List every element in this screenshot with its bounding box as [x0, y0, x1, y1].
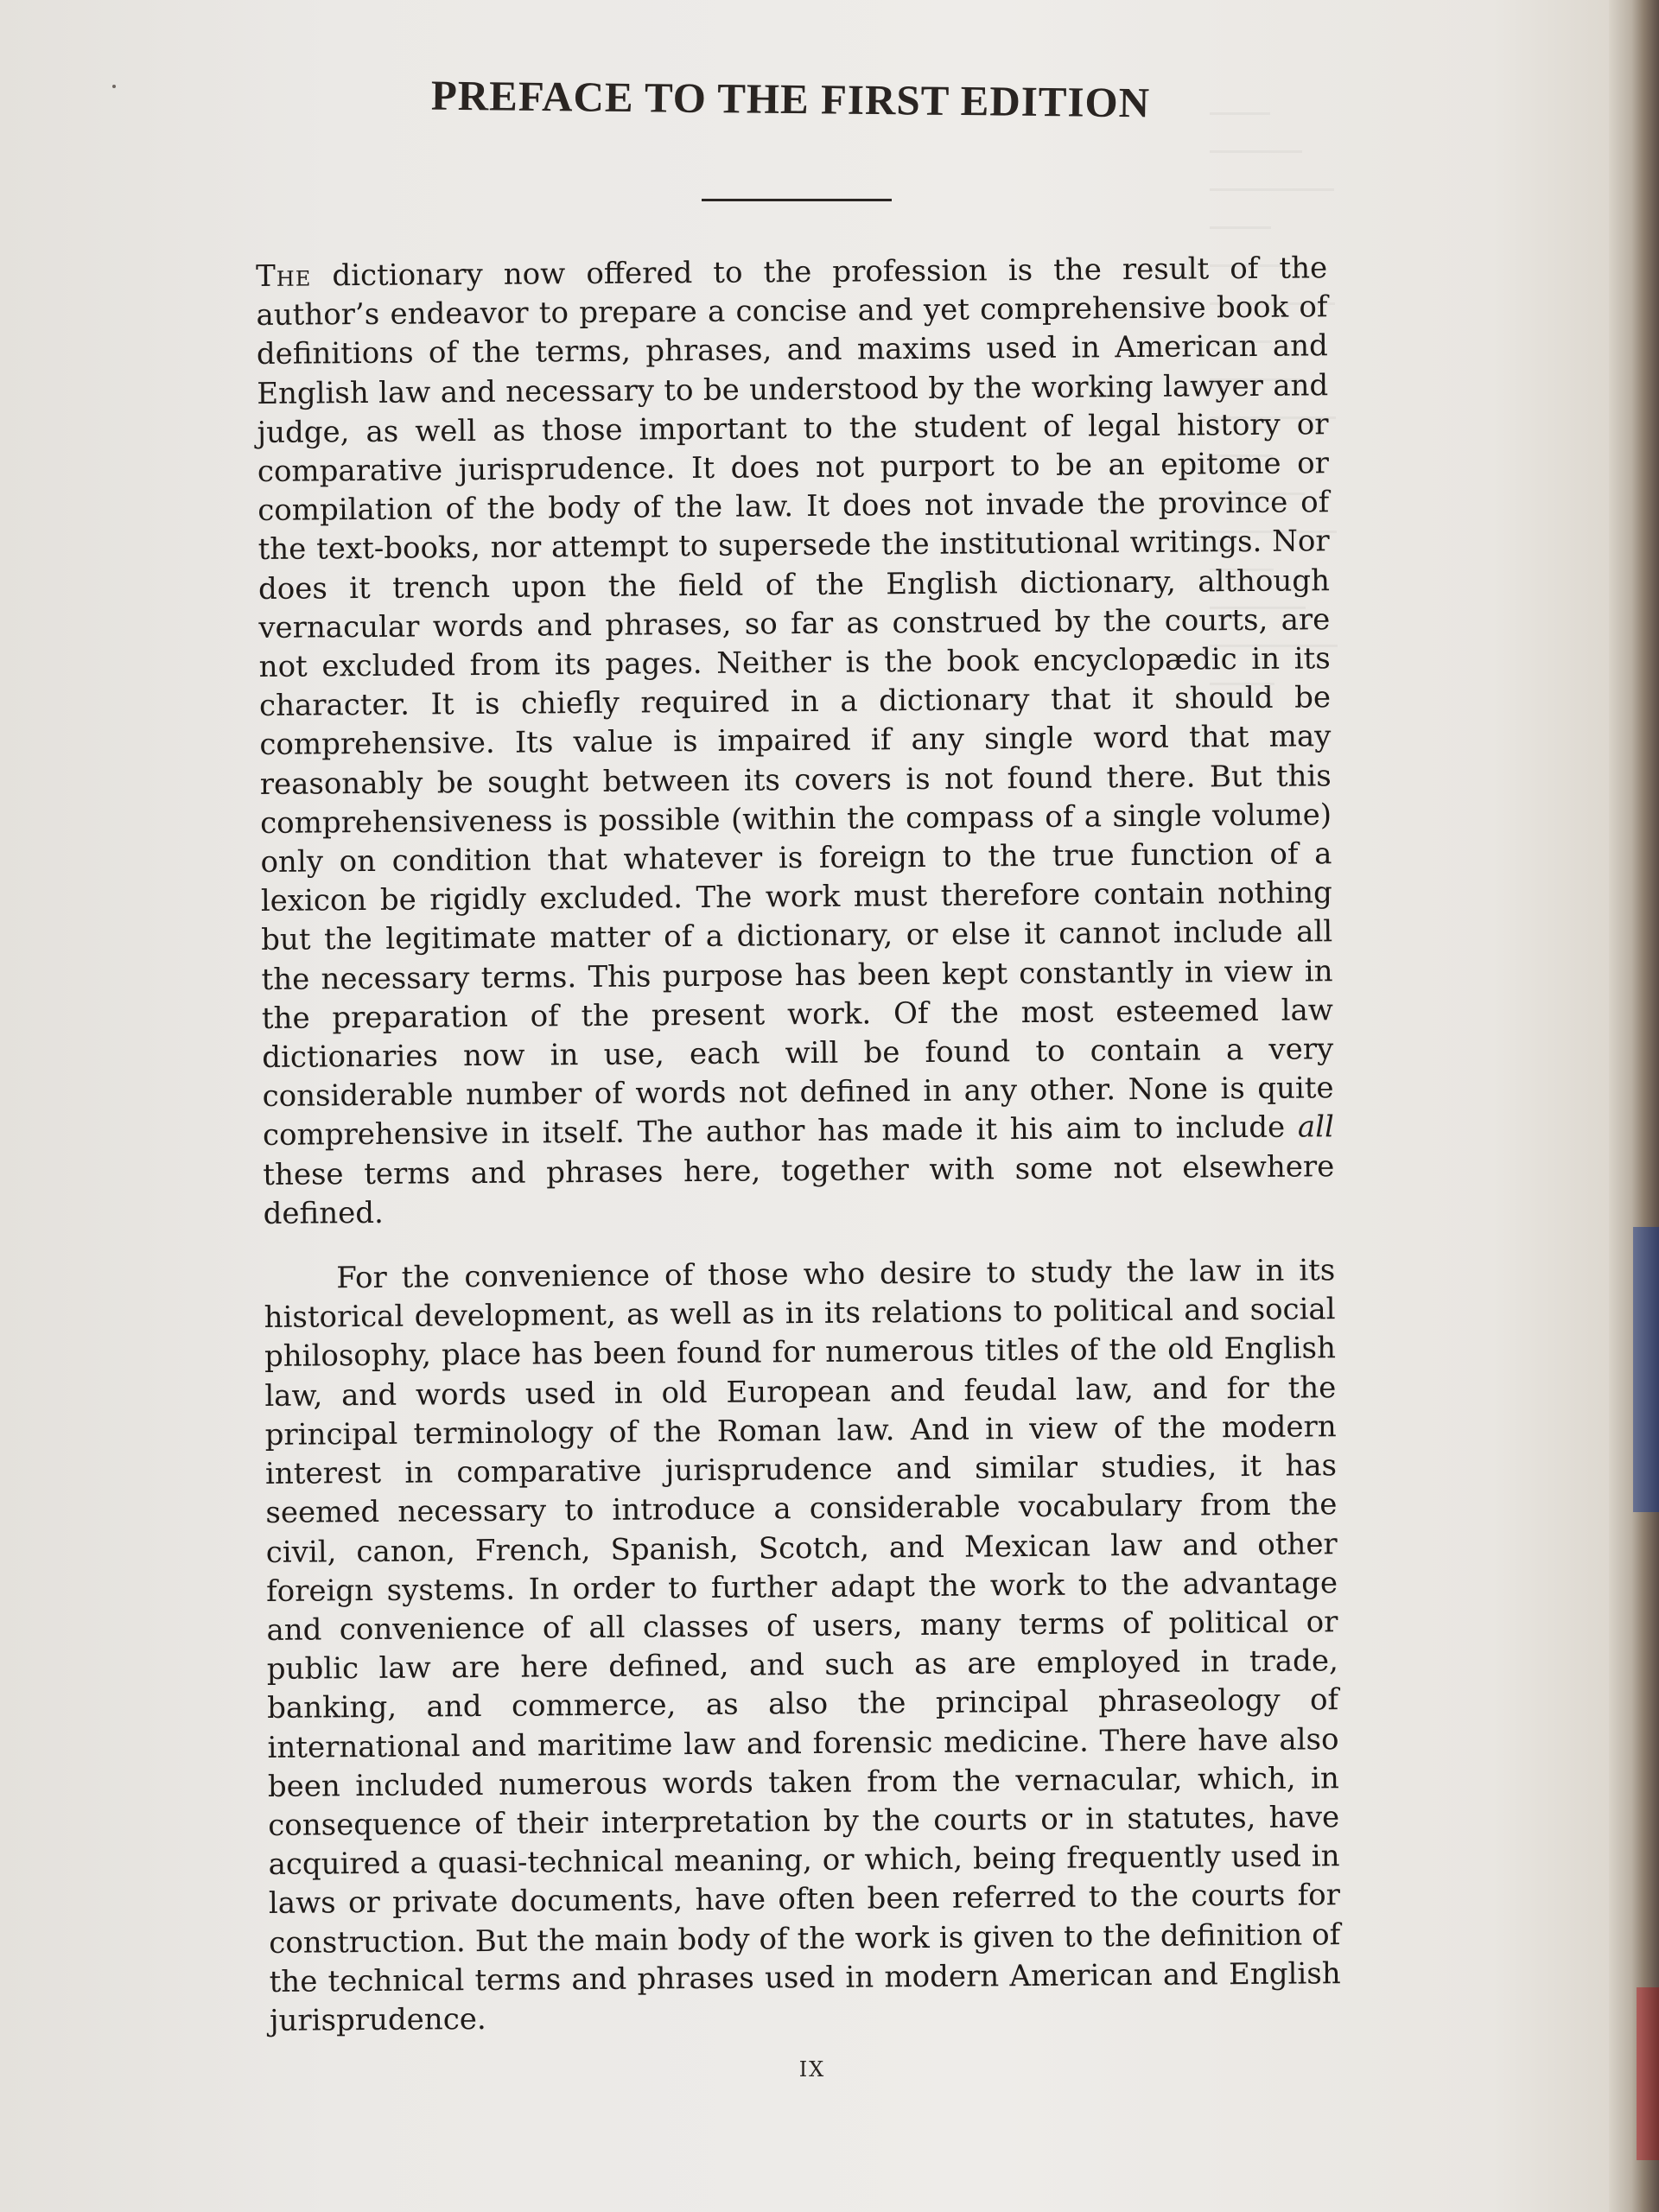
title-rule [702, 199, 892, 201]
paragraph-1-text-b: these terms and phrases here, together with some not elsewhere defined. [263, 1148, 1335, 1231]
paragraph-1-text-a: dictionary now offered to the profession is the result of the author’s endeavor to prepare a concise and yet comprehensive book of definitions of the terms, phrases, and maxims used in American and English law and necessary to be understood by the working lawyer and judge, as well as those important to the student of legal history or comparative jurisprudence. It does not purport to be an epitome or compilation of the body of the law. It does not invade the province of the text-books, nor attempt to supersede the institutional writings. Nor does it trench upon the field of the English dictionary, although vernacular words and phrases, so far as construed by the courts, are not excluded from its pages. Neither is the book encyclopædic in its character. It is chiefly required in a dictionary that it should be comprehensive. Its value is impaired if any single word that may reasonably be sought between its covers is not found there. But this comprehensiveness is possible (within the compass of a single volume) only on condition that whatever is foreign to the true function of a lexicon be rigidly excluded. The work must therefore contain nothing but the legitimate matter of a dictionary, or else it cannot include all the necessary terms. This purpose has been kept constantly in view in the preparation of the present work. Of the most esteemed law dictionaries now in use, each will be found to contain a very considerable number of words not defined in any other. None is quite comprehensive in itself. The author has made it his aim to include [256, 251, 1334, 1154]
paragraph-1-lead-word: The [256, 258, 312, 294]
preface-body [256, 249, 1341, 2041]
paragraph-2: For the convenience of those who desire to study the law in its historical development, as well as in its relations to political and social philosophy, place has been found for numerous titles of the old English law, and words used in old European and feudal law, and for the principal terminology of the Roman law. And in view of the modern interest in comparative jurisprudence and similar studies, it has seemed necessary to introduce a considerable vocabulary from the civil, canon, French, Spanish, Scotch, and Mexican law and other foreign systems. In order to further adapt the work to the advantage and convenience of all classes of users, many terms of political or public law are here defined, and such as are employed in trade, banking, and commerce, as also the principal phraseology of international and maritime law and forensic medicine. There have also been included numerous words taken from the vernacular, which, in consequence of their interpretation by the courts or in statutes, have acquired a quasi-technical meaning, or which, being frequently used in laws or private documents, have often been referred to the courts for construction. But the main body of the work is given to the definition of the technical terms and phrases used in modern American and English jurisprudence. [264, 1253, 1341, 2038]
adjacent-book-blue [1633, 1227, 1659, 1512]
show-through-line [1210, 226, 1271, 229]
book-edge [1609, 0, 1659, 2212]
adjacent-book-red [1637, 1987, 1659, 2160]
page-title: PREFACE TO THE FIRST EDITION [430, 71, 1151, 127]
show-through-line [1210, 188, 1334, 191]
paragraph-1-emphasis: all [1297, 1109, 1335, 1146]
page-number: ix [798, 2050, 826, 2084]
paragraph-1 [256, 249, 1335, 1234]
show-through-line [1210, 150, 1302, 153]
